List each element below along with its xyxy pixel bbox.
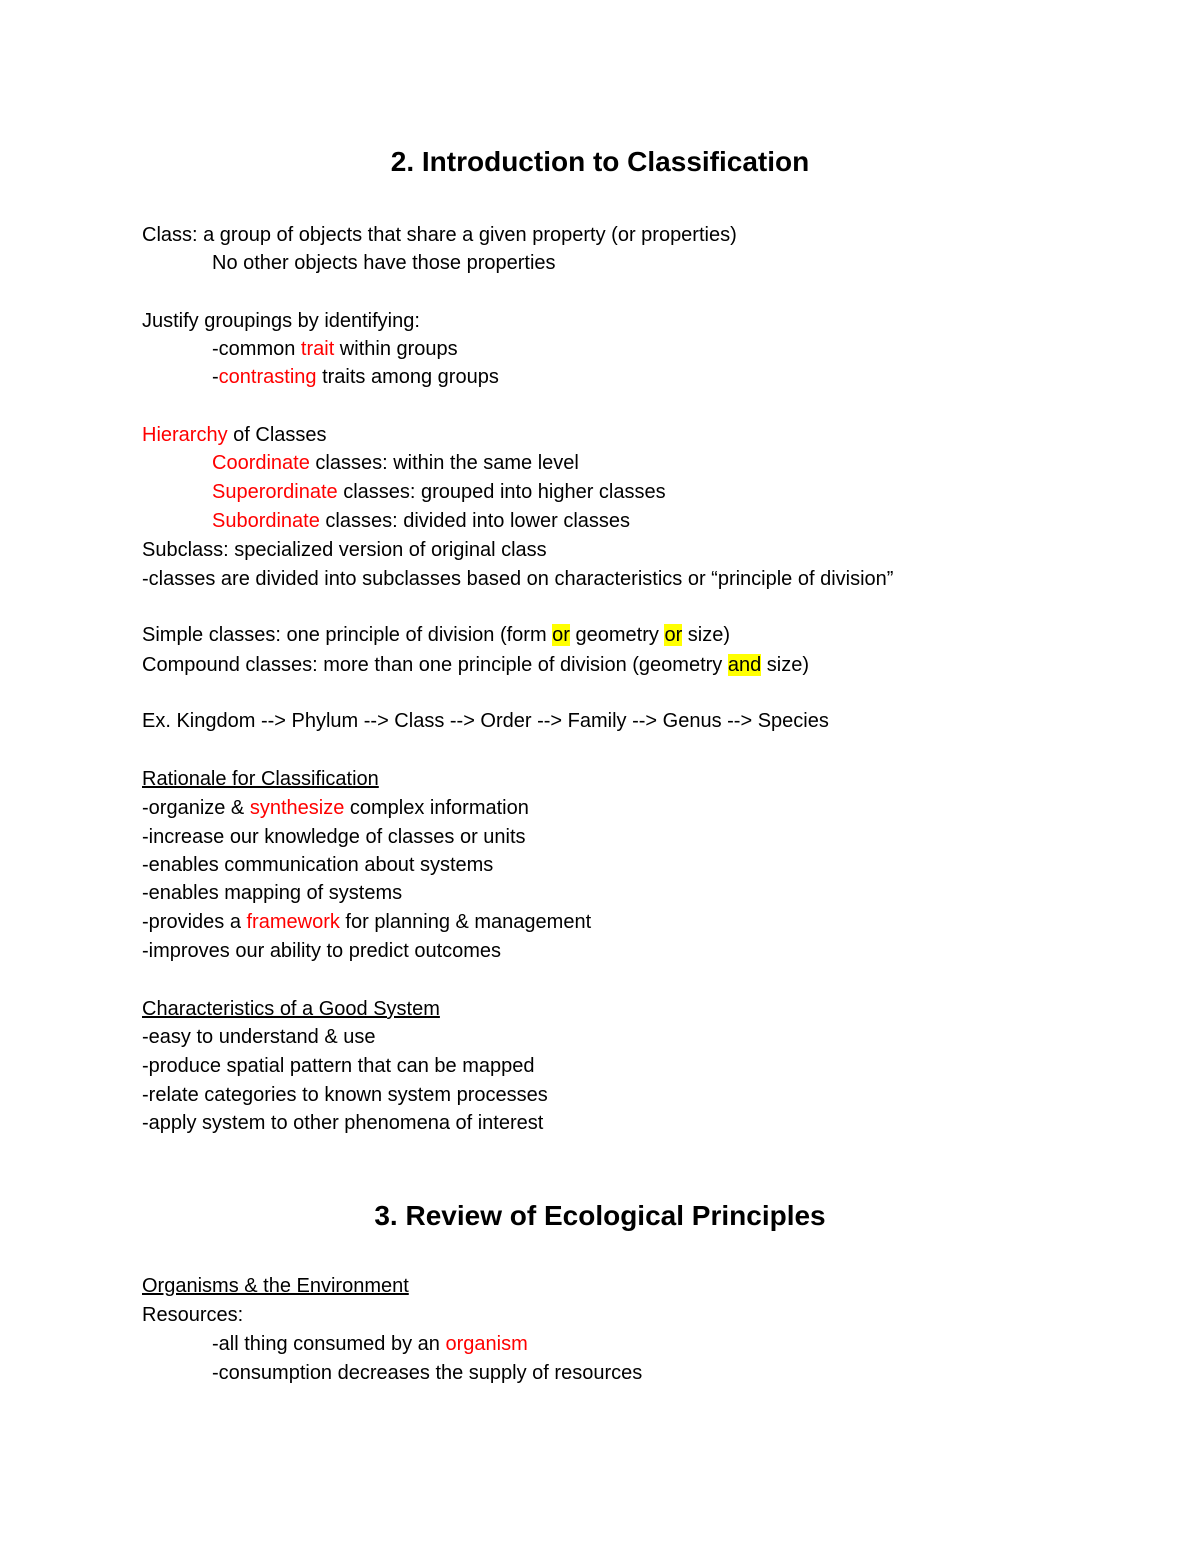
- good-system-item: -easy to understand & use: [142, 1026, 376, 1048]
- section-3-title: 3. Review of Ecological Principles: [374, 1200, 826, 1231]
- resources-item: [212, 1331, 528, 1357]
- section-2-title: 2. Introduction to Classification: [390, 146, 810, 177]
- rationale-item: -enables communication about systems: [142, 854, 494, 876]
- text-run: for planning & management: [339, 911, 592, 933]
- rationale-heading: Rationale for Classification: [142, 768, 379, 790]
- good-system-item: -produce spatial pattern that can be mapped: [142, 1055, 535, 1077]
- rationale-item: -improves our ability to predict outcomes: [142, 940, 502, 962]
- organisms-heading: Organisms & the Environment: [142, 1275, 409, 1297]
- text-run: of Classes: [227, 424, 327, 446]
- good-system-item: -apply system to other phenomena of interest: [142, 1112, 544, 1134]
- text-run: -: [212, 366, 219, 388]
- hierarchy-heading: [142, 422, 327, 448]
- text-run: classes: within the same level: [309, 452, 579, 474]
- highlight-or-2: or: [664, 624, 683, 646]
- text-run: -common: [212, 338, 301, 360]
- rationale-item: -enables mapping of systems: [142, 882, 403, 904]
- rationale-item: [142, 795, 529, 821]
- emphasis-trait: trait: [300, 338, 335, 360]
- taxonomy-example: Ex. Kingdom --> Phylum --> Class --> Order --> Family --> Genus --> Species: [142, 710, 829, 732]
- emphasis-coordinate: Coordinate: [212, 452, 310, 474]
- good-system-item: -relate categories to known system processes: [142, 1084, 548, 1106]
- class-definition-note: No other objects have those properties: [212, 252, 556, 274]
- class-definition-text: : a group of objects that share a given property (or properties): [192, 224, 737, 246]
- class-term: Class: [142, 224, 193, 246]
- text-run: -all thing consumed by an: [212, 1333, 446, 1355]
- justify-heading: Justify groupings by identifying:: [142, 310, 420, 332]
- rationale-item: -increase our knowledge of classes or units: [142, 826, 526, 848]
- subclass-note: -classes are divided into subclasses based on characteristics or “principle of division”: [142, 568, 894, 590]
- highlight-and: and: [727, 654, 762, 676]
- highlight-or-1: or: [552, 624, 570, 646]
- emphasis-superordinate: Superordinate: [212, 481, 338, 503]
- emphasis-organism: organism: [445, 1333, 528, 1355]
- text-run: Simple classes: one principle of division (form: [142, 624, 553, 646]
- justify-item-contrasting: [212, 364, 499, 390]
- emphasis-framework: framework: [246, 911, 340, 933]
- text-run: size): [761, 654, 810, 676]
- resources-label: Resources:: [142, 1304, 244, 1326]
- hierarchy-coordinate: [212, 450, 579, 476]
- emphasis-synthesize: synthesize: [249, 797, 345, 819]
- emphasis-contrasting: contrasting: [218, 366, 317, 388]
- class-definition: [142, 222, 737, 248]
- text-run: -provides a: [142, 911, 247, 933]
- text-run: traits among groups: [316, 366, 499, 388]
- rationale-item: [142, 909, 591, 935]
- hierarchy-superordinate: [212, 479, 666, 505]
- text-run: within groups: [334, 338, 458, 360]
- text-run: size): [682, 624, 731, 646]
- text-run: Compound classes: more than one principle of division (geometry: [142, 654, 728, 676]
- simple-classes: [142, 622, 730, 648]
- justify-item-trait: [212, 336, 458, 362]
- good-system-heading: Characteristics of a Good System: [142, 998, 440, 1020]
- text-run: complex information: [344, 797, 529, 819]
- subclass-definition: Subclass: specialized version of original class: [142, 539, 547, 561]
- hierarchy-subordinate: [212, 508, 630, 534]
- compound-classes: [142, 652, 809, 678]
- text-run: geometry: [569, 624, 665, 646]
- resources-item: -consumption decreases the supply of resources: [212, 1362, 643, 1384]
- emphasis-subordinate: Subordinate: [212, 510, 320, 532]
- text-run: classes: divided into lower classes: [319, 510, 631, 532]
- text-run: classes: grouped into higher classes: [337, 481, 666, 503]
- emphasis-hierarchy: Hierarchy: [142, 424, 228, 446]
- text-run: -organize &: [142, 797, 250, 819]
